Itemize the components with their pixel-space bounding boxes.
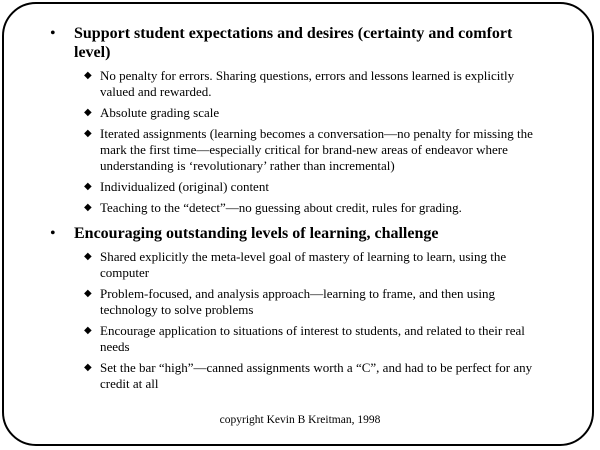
copyright-footer: copyright Kevin B Kreitman, 1998 xyxy=(219,414,381,426)
sub-bullet-list xyxy=(74,249,550,392)
list-item-text: No penalty for errors. Sharing questions, errors and lessons learned is explicitly valued and rewarded. xyxy=(100,68,515,99)
list-item-text: Teaching to the “detect”—no guessing about credit, rules for grading. xyxy=(100,200,462,215)
diamond-bullet-icon: ◆ xyxy=(84,128,92,139)
section-encouraging-learning xyxy=(50,224,550,392)
bullet-dot: • xyxy=(50,25,56,42)
list-item-text: Absolute grading scale xyxy=(100,105,220,120)
list-item xyxy=(84,105,550,121)
section-heading: Support student expectations and desires (certainty and comfort level) xyxy=(74,25,513,61)
list-item-text: Encourage application to situations of interest to students, and related to their real needs xyxy=(100,323,525,354)
list-item-text: Set the bar “high”—canned assignments worth a “C”, and had to be perfect for any credit at all xyxy=(100,360,533,391)
list-item xyxy=(84,323,550,355)
list-item-text: Problem-focused, and analysis approach—learning to frame, and then using technology to solve problems xyxy=(100,286,495,317)
list-item xyxy=(84,179,550,195)
list-item xyxy=(84,286,550,318)
diamond-bullet-icon: ◆ xyxy=(84,288,92,299)
list-item xyxy=(84,126,550,174)
list-item-text: Iterated assignments (learning becomes a conversation—no penalty for missing the mark the first time—especially critical for brand-new areas of endeavor where understanding is ‘revolutionary’ rather than incremental) xyxy=(100,126,533,173)
diamond-bullet-icon: ◆ xyxy=(84,362,92,373)
diamond-bullet-icon: ◆ xyxy=(84,181,92,192)
list-item xyxy=(84,68,550,100)
list-item xyxy=(84,360,550,392)
section-heading: Encouraging outstanding levels of learning, challenge xyxy=(74,225,439,242)
section-support-expectations xyxy=(50,24,550,216)
bullet-dot: • xyxy=(50,225,56,242)
list-item-text: Shared explicitly the meta-level goal of mastery of learning to learn, using the computer xyxy=(100,249,507,280)
diamond-bullet-icon: ◆ xyxy=(84,202,92,213)
diamond-bullet-icon: ◆ xyxy=(84,325,92,336)
list-item xyxy=(84,200,550,216)
slide-content xyxy=(50,24,550,400)
list-item-text: Individualized (original) content xyxy=(100,179,269,194)
diamond-bullet-icon: ◆ xyxy=(84,251,92,262)
diamond-bullet-icon: ◆ xyxy=(84,107,92,118)
sub-bullet-list xyxy=(74,68,550,216)
diamond-bullet-icon: ◆ xyxy=(84,70,92,81)
list-item xyxy=(84,249,550,281)
